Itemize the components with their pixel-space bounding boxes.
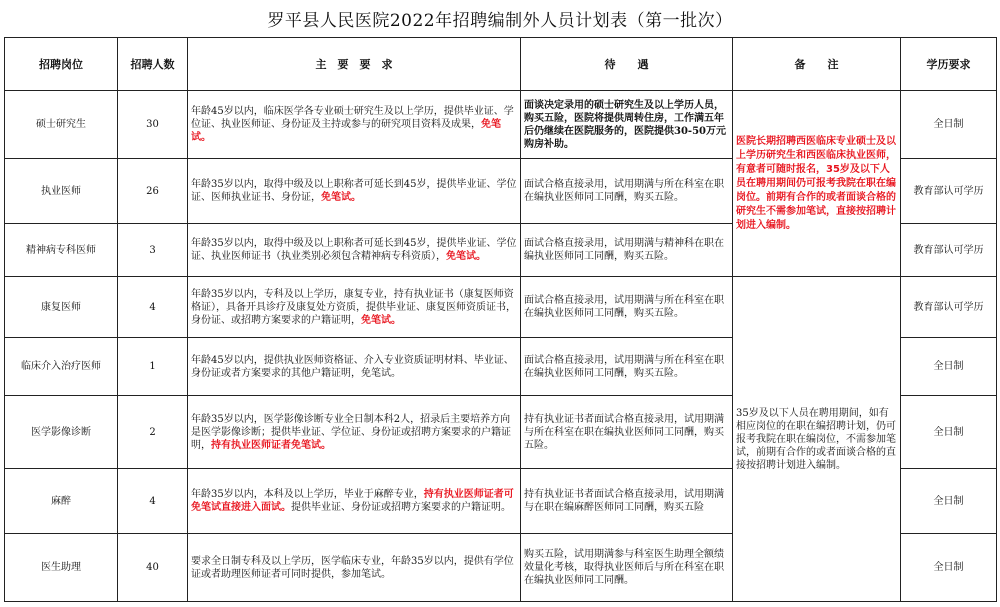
count-cell: 4	[118, 277, 188, 338]
treatment-cell: 面试合格直接录用，试用期满与所在科室在职在编执业医师同工同酬，购买五险。	[521, 159, 733, 224]
treatment-cell: 购买五险，试用期满参与科室医生助理全额绩效量化考核，取得执业医师后与所在科室在职在编执业医师同工同酬。	[521, 534, 733, 602]
requirements-text: 要求全日制专科及以上学历，医学临床专业，年龄35岁以内，提供有学位证或者助理医师证者可同时提供，参加笔试。	[191, 555, 514, 580]
count-cell: 26	[118, 159, 188, 224]
remarks-cell: 35岁及以下人员在聘用期间，如有相应岗位的在职在编招聘计划，仍可报考我院在职在编岗位，不需参加笔试，前期有合作的或者面谈合格的直接按招聘计划进入编制。	[733, 277, 901, 602]
requirements-cell	[188, 277, 521, 338]
education-cell: 教育部认可学历	[901, 159, 997, 224]
treatment-cell: 面试合格直接录用，试用期满与精神科在职在编执业医师同工同酬，购买五险。	[521, 224, 733, 277]
header-position: 招聘岗位	[5, 38, 118, 91]
requirements-cell	[188, 396, 521, 469]
remarks-red-text: 医院长期招聘西医临床专业硕士及以上学历研究生和西医临床执业医师，有意者可随时报名，35岁及以下人员在聘用期间仍可报考我院在职在编岗位。前期有合作的或者面谈合格的研究生不需参加笔试，直接按招聘计划进入编制。	[736, 135, 896, 231]
education-cell: 全日制	[901, 396, 997, 469]
requirements-highlight: 免笔试。	[361, 314, 401, 326]
requirements-highlight: 持有执业医师证者可免笔试直接进入面试。	[191, 489, 514, 513]
education-cell: 全日制	[901, 338, 997, 396]
treatment-cell: 持有执业证书者面试合格直接录用，试用期满与所在科室在职在编执业医师同工同酬，购买五险。	[521, 396, 733, 469]
education-cell: 全日制	[901, 469, 997, 534]
treatment-cell: 面谈决定录用的硕士研究生及以上学历人员，购买五险，医院将提供周转住房，工作满五年后仍继续在医院服务的，医院提供30-50万元购房补助。	[521, 91, 733, 159]
position-cell: 精神病专科医师	[5, 224, 118, 277]
header-requirements: 主 要 要 求	[188, 38, 521, 91]
requirements-cell	[188, 469, 521, 534]
education-cell: 全日制	[901, 534, 997, 602]
count-cell: 30	[118, 91, 188, 159]
requirements-cell	[188, 91, 521, 159]
education-cell: 教育部认可学历	[901, 224, 997, 277]
requirements-text: 年龄35岁以内，本科及以上学历，毕业于麻醉专业，	[191, 489, 424, 500]
count-cell: 40	[118, 534, 188, 602]
requirements-cell	[188, 534, 521, 602]
education-cell: 教育部认可学历	[901, 277, 997, 338]
header-count: 招聘人数	[118, 38, 188, 91]
count-cell: 4	[118, 469, 188, 534]
requirements-text: 年龄35岁以内，专科及以上学历，康复专业，持有执业证书（康复医师资格证），具备开具诊疗及康复处方资质，提供毕业证、康复医师资质证书，身份证、或招聘方案要求的户籍证明，	[191, 288, 516, 326]
requirements-highlight: 免笔试。	[446, 251, 486, 262]
header-row	[5, 38, 997, 91]
requirements-highlight: 免笔试。	[191, 119, 501, 143]
table-row	[5, 91, 997, 159]
count-cell: 1	[118, 338, 188, 396]
requirements-highlight: 免笔试。	[321, 192, 361, 203]
remarks-cell-red	[733, 91, 901, 277]
requirements-cell	[188, 338, 521, 396]
position-cell: 硕士研究生	[5, 91, 118, 159]
requirements-text: 年龄45岁以内，提供执业医师资格证、介入专业资质证明材料、毕业证、身份证或者方案要求的其他户籍证明，免笔试。	[191, 354, 514, 379]
requirements-cell	[188, 159, 521, 224]
page-title: 罗平县人民医院2022年招聘编制外人员计划表（第一批次）	[267, 11, 733, 31]
treatment-cell: 面试合格直接录用，试用期满与所在科室在职在编执业医师同工同酬，购买五险。	[521, 277, 733, 338]
requirements-text: 年龄35岁以内，取得中级及以上职称者可延长到45岁，提供毕业证、学位证、医师执业证书、身份证，	[191, 179, 517, 203]
recruitment-plan-table	[4, 37, 997, 602]
requirements-text: 年龄35岁以内，医学影像诊断专业全日制本科2人，招录后主要培养方向是医学影像诊断；提供毕业证、学位证、身份证或招聘方案要求的户籍证明，	[191, 413, 511, 451]
header-education: 学历要求	[901, 38, 997, 91]
header-remarks: 备 注	[733, 38, 901, 91]
requirements-text-tail: 提供毕业证、身份证或招聘方案要求的户籍证明。	[291, 502, 511, 513]
table-row	[5, 277, 997, 338]
requirements-cell	[188, 224, 521, 277]
requirements-highlight: 持有执业医师证者免笔试。	[211, 439, 331, 451]
requirements-text: 年龄45岁以内，临床医学各专业硕士研究生及以上学历，提供毕业证、学位证、执业医师证、身份证及主持或参与的研究项目资料及成果，	[191, 106, 514, 130]
count-cell: 3	[118, 224, 188, 277]
position-cell: 医学影像诊断	[5, 396, 118, 469]
position-cell: 麻醉	[5, 469, 118, 534]
requirements-text: 年龄35岁以内，取得中级及以上职称者可延长到45岁，提供毕业证、学位证、执业医师证书（执业类别必须包含精神病专科资质），	[191, 238, 517, 262]
position-cell: 医生助理	[5, 534, 118, 602]
position-cell: 临床介入治疗医师	[5, 338, 118, 396]
treatment-cell: 面试合格直接录用，试用期满与所在科室在职在编执业医师同工同酬，购买五险。	[521, 338, 733, 396]
treatment-cell: 持有执业证书者面试合格直接录用，试用期满与在职在编麻醉医师同工同酬，购买五险	[521, 469, 733, 534]
header-treatment: 待 遇	[521, 38, 733, 91]
education-cell: 全日制	[901, 91, 997, 159]
position-cell: 康复医师	[5, 277, 118, 338]
count-cell: 2	[118, 396, 188, 469]
position-cell: 执业医师	[5, 159, 118, 224]
